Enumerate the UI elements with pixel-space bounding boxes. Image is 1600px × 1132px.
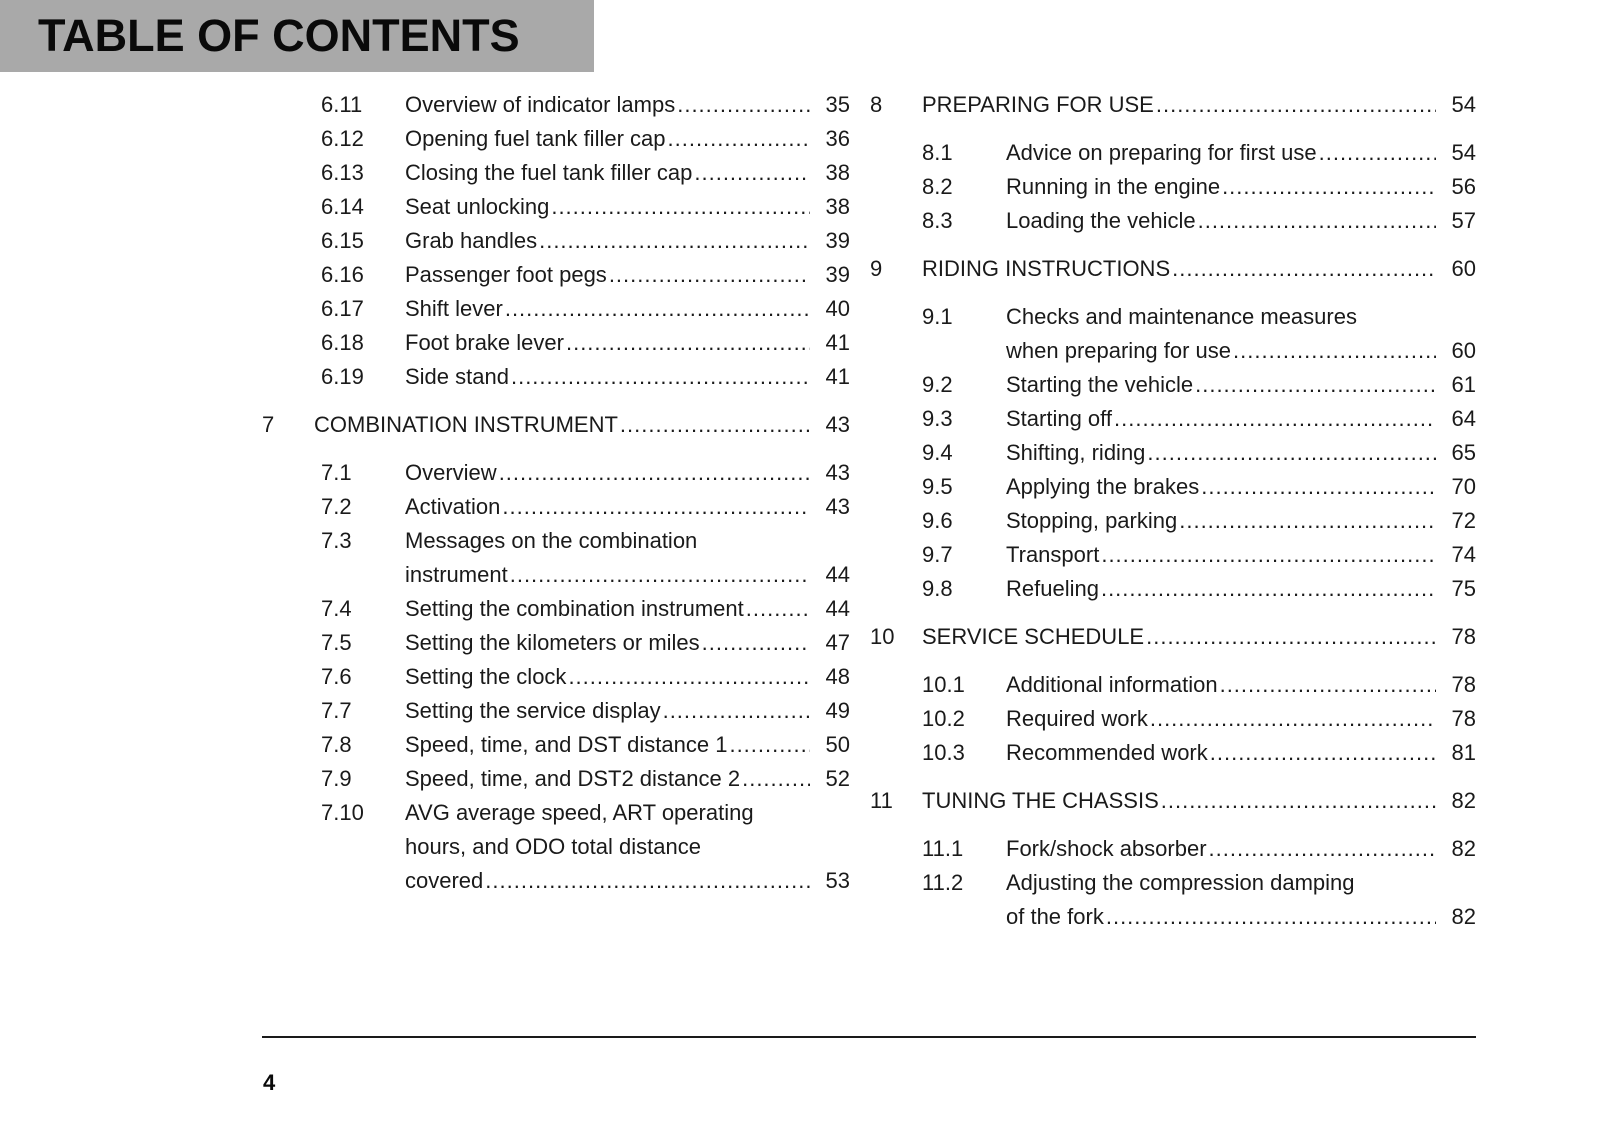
section-title[interactable]: Setting the combination instrument [405, 596, 744, 621]
toc-entry[interactable] [262, 762, 850, 796]
section-number: 9.7 [922, 542, 953, 567]
page-ref[interactable]: 60 [1451, 338, 1476, 363]
section-title[interactable]: Refueling [1006, 576, 1099, 601]
toc-entry[interactable] [262, 592, 850, 626]
section-number: 7.7 [321, 698, 352, 723]
section-title[interactable]: Passenger foot pegs [405, 262, 607, 287]
toc-entry[interactable] [262, 292, 850, 326]
page-ref[interactable]: 41 [825, 330, 850, 355]
section-title[interactable]: Side stand [405, 364, 509, 389]
section-title[interactable]: Transport [1006, 542, 1100, 567]
section-number: 8.3 [922, 208, 953, 233]
toc-entry[interactable] [262, 524, 850, 592]
toc-entry[interactable] [262, 456, 850, 490]
page-ref[interactable]: 38 [825, 160, 850, 185]
chapter-title[interactable]: PREPARING FOR USE [922, 92, 1154, 117]
toc-entry[interactable] [870, 504, 1476, 538]
toc-entry[interactable] [262, 156, 850, 190]
dot-leader [499, 456, 810, 490]
section-number: 7.3 [321, 528, 352, 553]
section-title[interactable]: Starting off [1006, 406, 1112, 431]
toc-entry[interactable] [262, 626, 850, 660]
section-number: 9.2 [922, 372, 953, 397]
page-ref[interactable]: 57 [1451, 208, 1476, 233]
toc-chapter-8[interactable] [870, 88, 1476, 122]
toc-entry[interactable] [870, 436, 1476, 470]
section-number: 10.3 [922, 740, 965, 765]
dot-leader [485, 864, 810, 898]
page-ref[interactable]: 78 [1451, 624, 1476, 649]
page-ref[interactable]: 78 [1451, 706, 1476, 731]
footer-divider [262, 1036, 1476, 1038]
dot-leader [1222, 170, 1436, 204]
section-title-last-line[interactable]: of the fork [1006, 904, 1104, 929]
page-ref[interactable]: 74 [1451, 542, 1476, 567]
dot-leader [1101, 572, 1436, 606]
section-title-line[interactable]: Messages on the combination [405, 528, 698, 553]
page-ref[interactable]: 48 [825, 664, 850, 689]
section-title[interactable]: Additional information [1006, 672, 1218, 697]
section-number: 10.1 [922, 672, 965, 697]
section-title[interactable]: Setting the kilometers or miles [405, 630, 700, 655]
section-title[interactable]: Advice on preparing for first use [1006, 140, 1317, 165]
page-ref[interactable]: 47 [825, 630, 850, 655]
chapter-number: 7 [262, 412, 275, 437]
section-number: 9.5 [922, 474, 953, 499]
toc-entry[interactable] [870, 538, 1476, 572]
section-title[interactable]: Speed, time, and DST2 distance 2 [405, 766, 741, 791]
toc-entry[interactable] [870, 204, 1476, 238]
section-number: 7.6 [321, 664, 352, 689]
section-title[interactable]: Required work [1006, 706, 1148, 731]
toc-entry[interactable] [870, 170, 1476, 204]
page-ref[interactable]: 78 [1451, 672, 1476, 697]
section-number: 7.10 [321, 800, 364, 825]
section-number: 9.1 [922, 304, 953, 329]
section-number: 6.19 [321, 364, 364, 389]
section-number: 9.3 [922, 406, 953, 431]
dot-leader [1233, 334, 1436, 368]
toc-left-column [262, 88, 850, 898]
section-title[interactable]: Running in the engine [1006, 174, 1221, 199]
dot-leader [505, 292, 810, 326]
chapter-title[interactable]: SERVICE SCHEDULE [922, 624, 1145, 649]
section-title[interactable]: Shifting, riding [1006, 440, 1146, 465]
page-ref[interactable]: 54 [1451, 140, 1476, 165]
page-ref[interactable]: 44 [825, 596, 850, 621]
dot-leader [746, 592, 810, 626]
section-title-line[interactable]: Adjusting the compression damping [1006, 870, 1355, 895]
chapter-number: 9 [870, 256, 883, 281]
section-title[interactable]: Setting the service display [405, 698, 661, 723]
toc-entry[interactable] [262, 122, 850, 156]
page-ref[interactable]: 43 [825, 460, 850, 485]
dot-leader [502, 490, 810, 524]
dot-leader [729, 728, 810, 762]
chapter-number: 8 [870, 92, 883, 117]
section-number: 9.4 [922, 440, 953, 465]
section-number: 7.9 [321, 766, 352, 791]
page-ref[interactable]: 82 [1451, 788, 1476, 813]
section-number: 6.17 [321, 296, 364, 321]
dot-leader [1179, 504, 1436, 538]
chapter-title[interactable]: TUNING THE CHASSIS [922, 788, 1159, 813]
page-ref[interactable]: 82 [1451, 836, 1476, 861]
section-number: 7.4 [321, 596, 352, 621]
dot-leader [1147, 436, 1436, 470]
dot-leader [1146, 620, 1436, 654]
toc-entry[interactable] [870, 402, 1476, 436]
section-number: 6.13 [321, 160, 364, 185]
section-title[interactable]: Foot brake lever [405, 330, 564, 355]
page-ref[interactable]: 64 [1451, 406, 1476, 431]
page-ref[interactable]: 50 [825, 732, 850, 757]
chapter-title[interactable]: COMBINATION INSTRUMENT [314, 412, 618, 437]
dot-leader [663, 694, 810, 728]
section-title-line[interactable]: hours, and ODO total distance [405, 834, 701, 859]
dot-leader [1150, 702, 1436, 736]
page-number: 4 [263, 1070, 276, 1095]
section-title-last-line[interactable]: covered [405, 868, 484, 893]
section-title-last-line[interactable]: when preparing for use [1006, 338, 1232, 363]
dot-leader [1210, 736, 1436, 770]
section-number: 11.2 [922, 870, 964, 895]
page-ref[interactable]: 52 [825, 766, 850, 791]
section-number: 11.1 [922, 836, 964, 861]
chapter-number: 11 [870, 788, 893, 813]
chapter-number: 10 [870, 624, 895, 649]
dot-leader [1319, 136, 1436, 170]
page-ref[interactable]: 43 [825, 412, 850, 437]
section-title[interactable]: Recommended work [1006, 740, 1208, 765]
section-title[interactable]: Grab handles [405, 228, 538, 253]
section-number: 9.8 [922, 576, 953, 601]
page-ref[interactable]: 43 [825, 494, 850, 519]
toc-entry[interactable] [262, 258, 850, 292]
toc-entry[interactable] [870, 136, 1476, 170]
page-ref[interactable]: 35 [825, 92, 850, 117]
toc-entry[interactable] [870, 832, 1476, 866]
page-title: TABLE OF CONTENTS [38, 10, 520, 61]
section-number: 9.6 [922, 508, 953, 533]
dot-leader [551, 190, 810, 224]
toc-entry[interactable] [870, 866, 1476, 934]
dot-leader [510, 558, 810, 592]
section-title-line[interactable]: Checks and maintenance measures [1006, 304, 1357, 329]
page-ref[interactable]: 49 [825, 698, 850, 723]
chapter-title[interactable]: RIDING INSTRUCTIONS [922, 256, 1171, 281]
toc-entry[interactable] [262, 694, 850, 728]
dot-leader [620, 408, 810, 442]
page-ref[interactable]: 36 [825, 126, 850, 151]
toc-chapter-7[interactable] [262, 408, 850, 442]
dot-leader [1106, 900, 1436, 934]
section-number: 6.15 [321, 228, 364, 253]
toc-entry[interactable] [870, 368, 1476, 402]
dot-leader [702, 626, 810, 660]
toc-entry[interactable] [262, 490, 850, 524]
toc-entry[interactable] [870, 702, 1476, 736]
page-ref[interactable]: 40 [825, 296, 850, 321]
section-number: 8.2 [922, 174, 953, 199]
section-number: 6.16 [321, 262, 364, 287]
page-ref[interactable]: 60 [1451, 256, 1476, 281]
dot-leader [1172, 252, 1436, 286]
page-ref[interactable]: 41 [825, 364, 850, 389]
dot-leader [1195, 368, 1436, 402]
dot-leader [677, 88, 810, 122]
dot-leader [1161, 784, 1436, 818]
toc-entry[interactable] [870, 736, 1476, 770]
page-ref[interactable]: 61 [1451, 372, 1476, 397]
section-title[interactable]: Opening fuel tank filler cap [405, 126, 666, 151]
section-number: 7.2 [321, 494, 352, 519]
dot-leader [668, 122, 811, 156]
dot-leader [1209, 832, 1436, 866]
toc-right-column [870, 88, 1476, 934]
section-title[interactable]: Applying the brakes [1006, 474, 1200, 499]
section-title[interactable]: Closing the fuel tank filler cap [405, 160, 693, 185]
dot-leader [511, 360, 810, 394]
toc-entry[interactable] [262, 190, 850, 224]
dot-leader [1101, 538, 1436, 572]
section-number: 6.12 [321, 126, 364, 151]
page-ref[interactable]: 82 [1451, 904, 1476, 929]
section-title[interactable]: Starting the vehicle [1006, 372, 1194, 397]
toc-entry[interactable] [262, 224, 850, 258]
section-title[interactable]: Fork/shock absorber [1006, 836, 1207, 861]
page-ref[interactable]: 81 [1451, 740, 1476, 765]
page-ref[interactable]: 38 [825, 194, 850, 219]
section-title-line[interactable]: AVG average speed, ART operating [405, 800, 754, 825]
section-title-last-line[interactable]: instrument [405, 562, 508, 587]
page-ref[interactable]: 39 [825, 262, 850, 287]
page-ref[interactable]: 44 [825, 562, 850, 587]
page-ref[interactable]: 75 [1451, 576, 1476, 601]
section-number: 7.8 [321, 732, 352, 757]
section-title[interactable]: Seat unlocking [405, 194, 550, 219]
section-number: 7.5 [321, 630, 352, 655]
dot-leader [568, 660, 810, 694]
page-ref[interactable]: 65 [1451, 440, 1476, 465]
section-number: 6.14 [321, 194, 364, 219]
section-number: 7.1 [321, 460, 352, 485]
dot-leader [609, 258, 810, 292]
dot-leader [539, 224, 810, 258]
toc-chapter-9[interactable] [870, 252, 1476, 286]
page-ref[interactable]: 53 [825, 868, 850, 893]
title-banner [0, 0, 594, 72]
toc-entry[interactable] [870, 572, 1476, 606]
dot-leader [742, 762, 810, 796]
dot-leader [694, 156, 810, 190]
toc-entry[interactable] [262, 660, 850, 694]
page-ref[interactable]: 72 [1451, 508, 1476, 533]
dot-leader [566, 326, 810, 360]
toc-entry[interactable] [262, 88, 850, 122]
section-title[interactable]: Shift lever [405, 296, 503, 321]
toc-entry[interactable] [262, 360, 850, 394]
section-number: 6.11 [321, 92, 363, 117]
toc-entry[interactable] [262, 326, 850, 360]
page-ref[interactable]: 39 [825, 228, 850, 253]
dot-leader [1201, 470, 1436, 504]
dot-leader [1114, 402, 1436, 436]
page-ref[interactable]: 70 [1451, 474, 1476, 499]
section-title[interactable]: Loading the vehicle [1006, 208, 1196, 233]
section-title[interactable]: Stopping, parking [1006, 508, 1178, 533]
page-ref[interactable]: 54 [1451, 92, 1476, 117]
section-title[interactable]: Overview [405, 460, 497, 485]
toc-chapter-11[interactable] [870, 784, 1476, 818]
section-number: 10.2 [922, 706, 965, 731]
section-number: 6.18 [321, 330, 364, 355]
section-title[interactable]: Overview of indicator lamps [405, 92, 676, 117]
section-title[interactable]: Speed, time, and DST distance 1 [405, 732, 728, 757]
dot-leader [1156, 88, 1436, 122]
toc-entry[interactable] [262, 728, 850, 762]
section-title[interactable]: Activation [405, 494, 501, 519]
toc-entry[interactable] [262, 796, 850, 898]
dot-leader [1198, 204, 1436, 238]
page-ref[interactable]: 56 [1451, 174, 1476, 199]
dot-leader [1220, 668, 1436, 702]
toc-chapter-10[interactable] [870, 620, 1476, 654]
toc-entry[interactable] [870, 668, 1476, 702]
toc-entry[interactable] [870, 300, 1476, 368]
toc-entry[interactable] [870, 470, 1476, 504]
section-number: 8.1 [922, 140, 953, 165]
section-title[interactable]: Setting the clock [405, 664, 567, 689]
